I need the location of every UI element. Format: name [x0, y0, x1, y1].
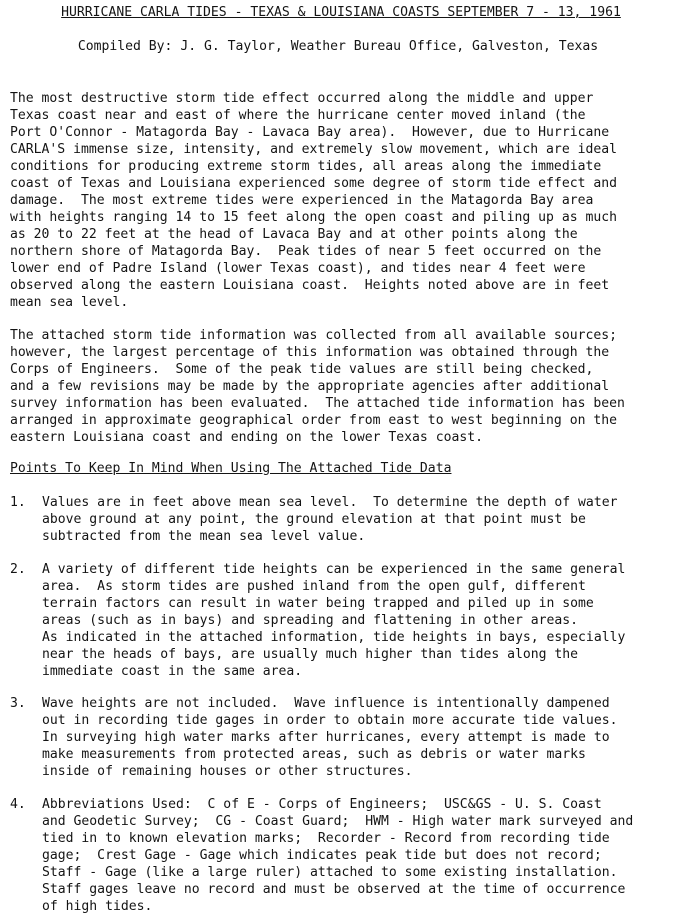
document-title: HURRICANE CARLA TIDES - TEXAS & LOUISIANA COASTS SEPTEMBER 7 - 13, 1961 — [61, 5, 621, 20]
point-number: 4. — [10, 797, 26, 812]
compiled-by-line: Compiled By: J. G. Taylor, Weather Bureau Office, Galveston, Texas — [77, 39, 599, 54]
point-text: Abbreviations Used: C of E - Corps of Engineers; USC&GS - U. S. Coast and Geodetic Survey; CG - Coast Guard; HWM - High water mark surveyed and tied in to known elevation marks; Recorder - Record from recording tide gage; Crest Gage - Gage which indicates peak tide but does not record; Staff - Gage (like a large ruler) attached to some existing installation. Staff gages leave no record and must be observed at the time of occurrence of high tides. — [42, 797, 634, 914]
point-text: Wave heights are not included. Wave influence is intentionally dampened out in recording tide gages in order to obtain more accurate tide values. In surveying high water marks after hurricanes, every attempt is made to make measurements from protected areas, such as debris or water marks inside of remaining houses or other structures. — [42, 696, 618, 779]
point-number: 1. — [10, 495, 26, 510]
intro-paragraph: The most destructive storm tide effect occurred along the middle and upper Texas coast near and east of where the hurricane center moved inland (the Port O'Connor - Matagorda Bay - Lavaca Bay area). However, due to Hurricane CARLA'S immense size, intensity, and extremely slow movement, which are ideal conditions for producing extreme storm tides, all areas along the immediate coast of Texas and Louisiana experienced some degree of storm tide effect and damage. The most extreme tides were experienced in the Matagorda Bay area with heights ranging 14 to 15 feet along the open coast and piling up as much as 20 to 22 feet at the head of Lavaca Bay and at other points along the northern shore of Matagorda Bay. Peak tides of near 5 feet occurred on the lower end of Padre Island (lower Texas coast), and tides near 4 feet were observed along the eastern Louisiana coast. Heights noted above are in feet mean sea level. — [10, 91, 617, 310]
point-text: A variety of different tide heights can be experienced in the same general area. As storm tides are pushed inland from the open gulf, different terrain factors can result in water being trapped and piled up in some areas (such as in bays) and spreading and flattening in other areas. As indicated in the attached information, tide heights in bays, especially near the heads of bays, are usually much higher than tides along the immediate coast in the same area. — [42, 562, 626, 679]
point-text: Values are in feet above mean sea level. To determine the depth of water above ground at any point, the ground elevation at that point must be subtracted from the mean sea level value. — [42, 495, 618, 544]
point-number: 2. — [10, 562, 26, 577]
points-heading: Points To Keep In Mind When Using The Attached Tide Data — [10, 461, 452, 476]
point-number: 3. — [10, 696, 26, 711]
sources-paragraph: The attached storm tide information was collected from all available sources; however, the largest percentage of this information was obtained through the Corps of Engineers. Some of the peak tide values are still being checked, and a few revisions may be made by the appropriate agencies after additional survey information has been evaluated. The attached tide information has been arranged in approximate geographical order from east to west beginning on the eastern Louisiana coast and ending on the lower Texas coast. — [10, 328, 625, 445]
